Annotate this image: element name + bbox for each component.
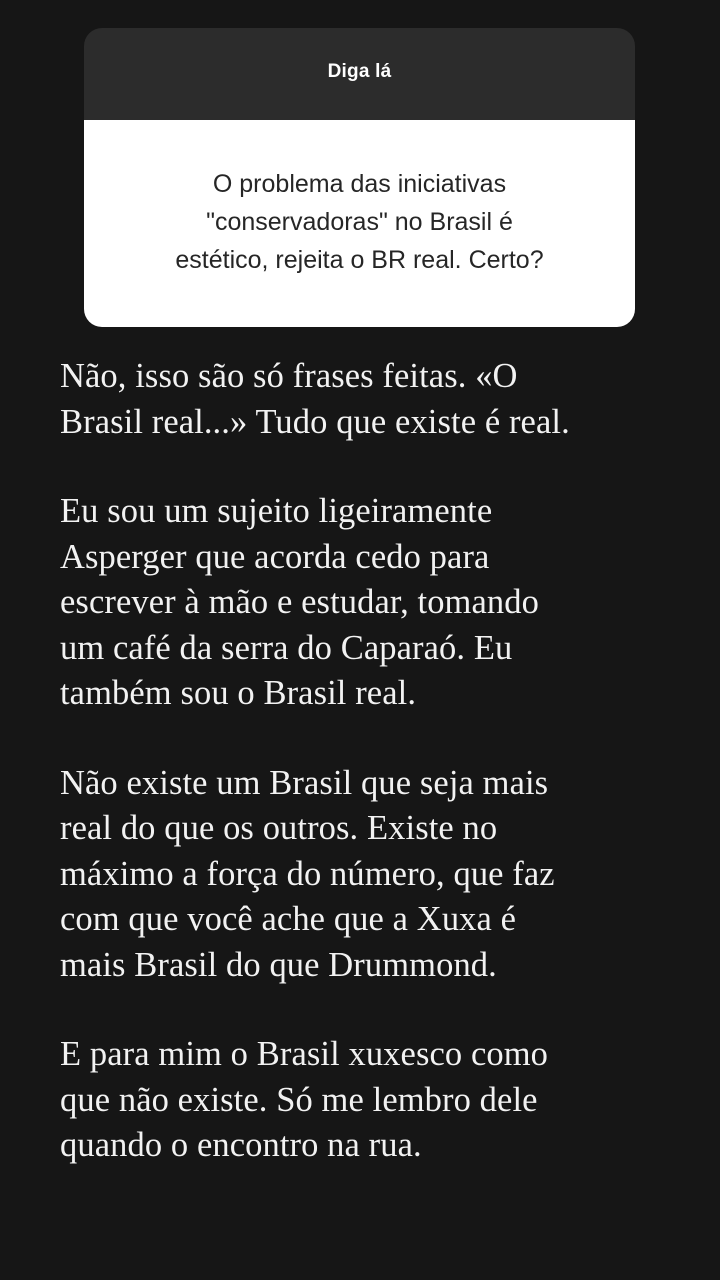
question-sticker-header [84,28,635,120]
question-sticker[interactable] [84,28,635,327]
answer-paragraph-3: Não existe um Brasil que seja mais real do que os outros. Existe no máximo a força do número, que faz com que você ache que a Xuxa é mais Brasil do que Drummond. [60,763,555,984]
question-sticker-title: Diga lá [327,61,392,82]
answer-paragraph-4: E para mim o Brasil xuxesco como que não existe. Só me lembro dele quando o encontro na rua. [60,1035,549,1164]
question-text: O problema das iniciativas "conservadoras" no Brasil é estético, rejeita o BR real. Certo? [175,169,544,274]
answer-paragraph-1: Não, isso são só frases feitas. «O Brasil real...» Tudo que existe é real. [60,357,570,441]
answer-paragraph-2: Eu sou um sujeito ligeiramente Asperger que acorda cedo para escrever à mão e estudar, tomando um café da serra do Caparaó. Eu também sou o Brasil real. [60,492,539,712]
question-sticker-body [84,120,635,327]
answer-text [60,354,700,1213]
